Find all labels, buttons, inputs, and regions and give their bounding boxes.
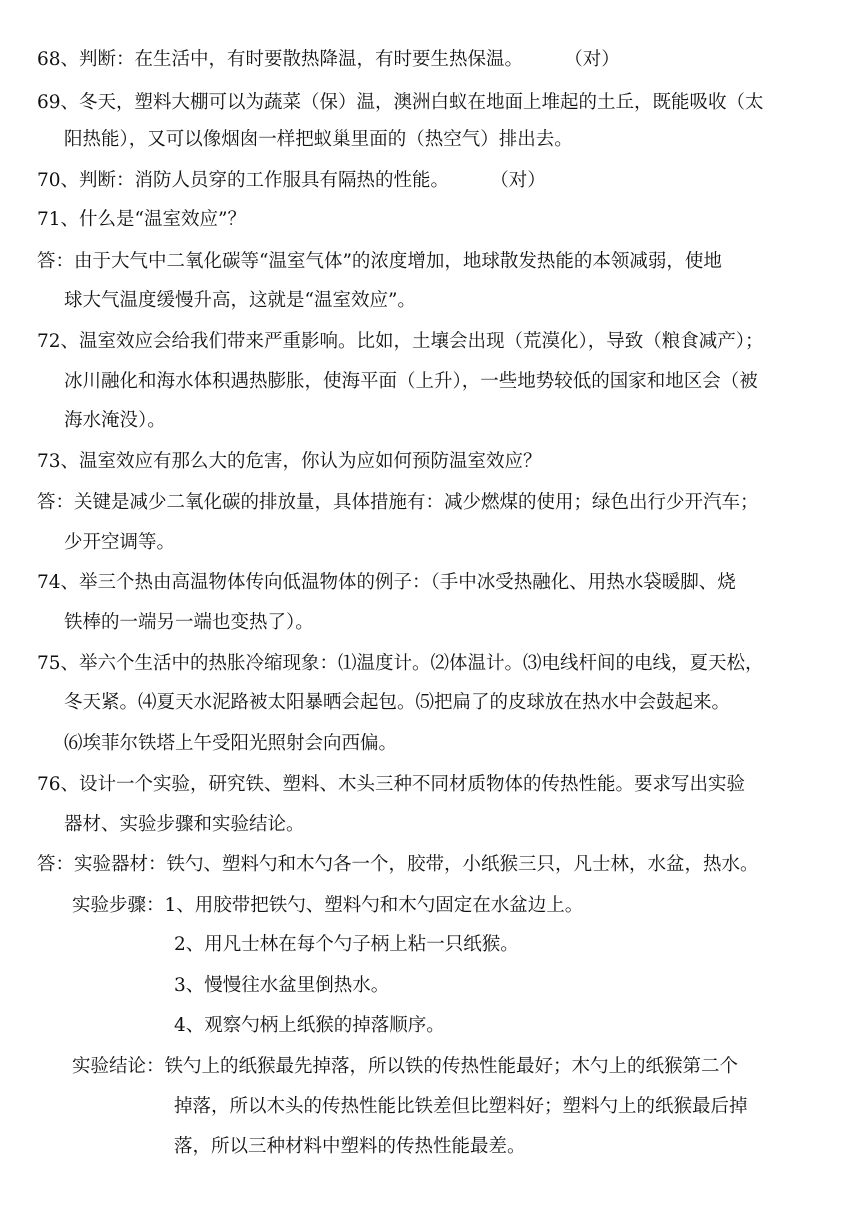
a71-line1: 答：由于大气中二氧化碳等“温室气体”的浓度增加，地球散发热能的本领减弱，使地 <box>37 251 722 272</box>
a76-steps-line2: 2、用凡士林在每个勺子柄上粘一只纸猴。 <box>174 934 519 955</box>
q74-line1: 74、举三个热由高温物体传向低温物体的例子：（手中冰受热融化、用热水袋暖脚、烧 <box>37 572 736 593</box>
a76-steps-line4: 4、观察勺柄上纸猴的掉落顺序。 <box>174 1015 445 1036</box>
a71-line2: 球大气温度缓慢升高，这就是“温室效应”。 <box>64 290 416 311</box>
a76-conclusion-line3: 落，所以三种材料中塑料的传热性能最差。 <box>174 1136 526 1157</box>
q68-line1: 68、判断：在生活中，有时要散热降温，有时要生热保温。 （对） <box>37 49 620 70</box>
a73-line2: 少开空调等。 <box>64 532 176 553</box>
q70-line1: 70、判断：消防人员穿的工作服具有隔热的性能。 （对） <box>37 170 546 191</box>
q75-line2: 冬天紧。⑷夏天水泥路被太阳暴晒会起包。⑸把扁了的皮球放在热水中会鼓起来。 <box>64 692 731 713</box>
a76-steps-line3: 3、慢慢往水盆里倒热水。 <box>174 975 390 996</box>
a73-line1: 答：关键是减少二氧化碳的排放量，具体措施有：减少燃煤的使用；绿色出行少开汽车； <box>37 492 759 513</box>
q72-line2: 冰川融化和海水体积遇热膨胀，使海平面（上升），一些地势较低的国家和地区会（被 <box>64 371 758 392</box>
q72-line3: 海水淹没）。 <box>64 410 166 431</box>
q75-line3: ⑹埃菲尔铁塔上午受阳光照射会向西偏。 <box>64 733 398 754</box>
q69-line1: 69、冬天，塑料大棚可以为蔬菜（保）温，澳洲白蚁在地面上堆起的土丘，既能吸收（太 <box>37 92 764 113</box>
a76-steps-line1: 实验步骤：1、用胶带把铁勺、塑料勺和木勺固定在水盆边上。 <box>72 895 584 916</box>
q76-line2: 器材、实验步骤和实验结论。 <box>64 814 305 835</box>
a76-conclusion-line1: 实验结论：铁勺上的纸猴最先掉落，所以铁的传热性能最好；木勺上的纸猴第二个 <box>72 1056 739 1077</box>
q73-line1: 73、温室效应有那么大的危害，你认为应如何预防温室效应？ <box>37 451 542 472</box>
q74-line2: 铁棒的一端另一端也变热了）。 <box>64 612 314 633</box>
q72-line1: 72、温室效应会给我们带来严重影响。比如，土壤会出现（荒漠化），导致（粮食减产）； <box>37 331 764 352</box>
a76-conclusion-line2: 掉落，所以木头的传热性能比铁差但比塑料好；塑料勺上的纸猴最后掉 <box>174 1096 748 1117</box>
a76-materials: 答：实验器材：铁勺、塑料勺和木勺各一个，胶带，小纸猴三只，凡士林，水盆，热水。 <box>37 854 759 875</box>
q71-line1: 71、什么是“温室效应”？ <box>37 209 246 230</box>
q75-line1: 75、举六个生活中的热胀冷缩现象：⑴温度计。⑵体温计。⑶电线杆间的电线，夏天松， <box>37 653 764 674</box>
q76-line1: 76、设计一个实验，研究铁、塑料、木头三种不同材质物体的传热性能。要求写出实验 <box>37 774 746 795</box>
q69-line2: 阳热能），又可以像烟囱一样把蚁巢里面的（热空气）排出去。 <box>64 129 573 150</box>
